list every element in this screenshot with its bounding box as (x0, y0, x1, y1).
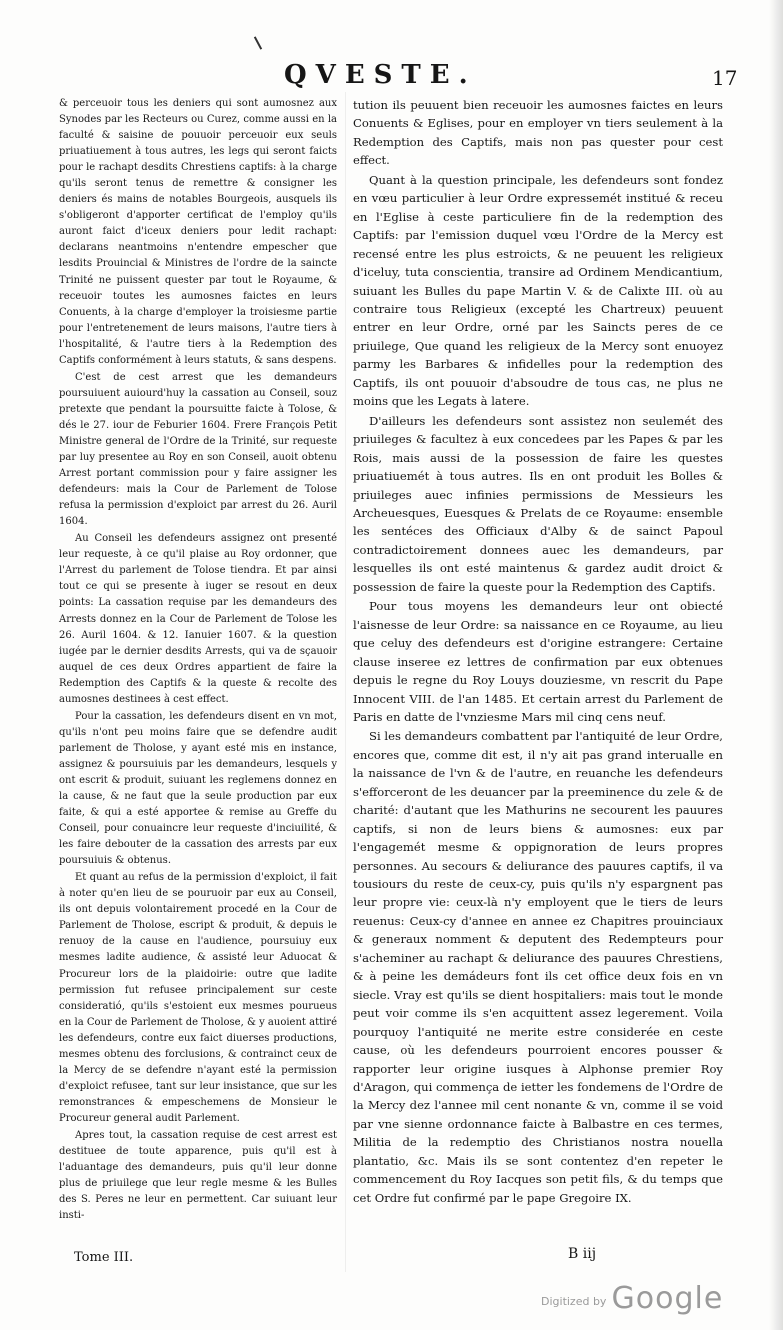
right-paragraph-2: Quant à la question principale, les defendeurs sont fondez en vœu particulier à leur Ordre expressemét institué & receu en l'Eglise à ceste particuliere fin de la redemption des Captifs: par l'emission duquel vœu l'Ordre de la Mercy est recensé entre les plus estroicts, & ne peuuent les religieux d'iceluy, tuta conscientia, transire ad Ordinem Mendicantium, suiuant les Bulles du pape Martin V. & de Calixte III. où au contraire tous Religieux (excepté les Chartreux) peuuent entrer en leur Ordre, orné par les Saincts peres de ce priuilege, Que quand les religieux de la Mercy sont enuoyez parmy les Barbares & infidelles pour la redemption des Captifs, ils ont pouuoir d'absoudre de tous cas, ne plus ne moins que les Legats à latere. (353, 172, 723, 409)
digitized-watermark (541, 1281, 723, 1316)
left-paragraph-1: & perceuoir tous les deniers qui sont aumosnez aux Synodes par les Recteurs ou Curez, comme aussi en la faculté & saisine de pouuoir perceuoir eux seuls priuatiuement à tous autres, les legs qui seront faicts pour le rachapt desdits Chrestiens captifs: à la charge qu'ils seront tenus de remettre & consigner les deniers és mains de notables Bourgeois, ausquels ils s'obligeront d'apporter certificat de l'employ qu'ils auront faict d'iceux deniers pour ledit rachapt: declarans neantmoins n'entendre empescher que lesdits Prouincial & Ministres de l'ordre de la saincte Trinité ne puissent quester par tout le Royaume, & receuoir toutes les aumosnes faictes en leurs Conuents, à la charge d'employer la troisiesme partie pour l'entretenement de leurs maisons, l'autre tiers à l'hospitalité, & l'autre tiers à la Redemption des Captifs conformément à leurs statuts, & sans despens. (59, 98, 337, 366)
right-column (353, 96, 723, 1207)
left-column (59, 96, 337, 1224)
left-paragraph-2: C'est de cest arrest que les demandeurs poursuiuent auiourd'huy la cassation au Conseil, souz pretexte que pendant la poursuitte faicte à Tolose, & dés le 27. iour de Feburier 1604. Frere François Petit Ministre general de l'Ordre de la Trinité, sur requeste par luy presentee au Roy en son Conseil, auoit obtenu Arrest portant commission pour y faire assigner les defendeurs: mais la Cour de Parlement de Tolose refusa la permission d'exploict par arrest du 26. Auril 1604. (59, 371, 337, 528)
right-paragraph-1: tution ils peuuent bien receuoir les aumosnes faictes en leurs Conuents & Eglises, pour en employer vn tiers seulement à la Redemption des Captifs, mais non pas quester pour cest effect. (353, 98, 723, 168)
digitized-prefix: Digitized by (541, 1295, 607, 1308)
left-paragraph-3: Au Conseil les defendeurs assignez ont presenté leur requeste, à ce qu'il plaise au Roy ordonner, que l'Arrest du parlement de Tolose tiendra. Et par ainsi tout ce qui se presente à iuger se resout en deux points: La cassation requise par les demandeurs des Arrests donnez en la Cour de Parlement de Tolose les 26. Auril 1604. & 12. Ianuier 1607. & la question iugée par le dernier desdits Arrests, qui va de sçauoir auquel de ces deux Ordres appartient de faire la Redemption des Captifs & la queste & recolte des aumosnes destinees à cest effect. (59, 533, 337, 705)
left-paragraph-6: Apres tout, la cassation requise de cest arrest est destituee de toute apparence, puis qu'il est à l'aduantage des demandeurs, puis qu'il leur donne plus de priuilege que leur regle mesme & les Bulles des S. Peres ne leur en permettent. Car suiuant leur insti- (59, 1130, 337, 1222)
right-paragraph-5: Si les demandeurs combattent par l'antiquité de leur Ordre, encores que, comme dit est, il n'y ait pas grand interualle en la naissance de l'vn & de l'autre, en reuanche les defendeurs s'efforceront de les deuancer par la preeminence du zele & de charité: d'autant que les Mathurins ne secourent les pauures captifs, si non de leurs biens & aumosnes: eux par l'engagemét mesme & oppignoration de leurs propres personnes. Au secours & deliurance des pauures captifs, il va tousiours du reste de ceux-cy, puis qu'ils n'y espargnent pas leur propre vie: ceux-là n'y employent que le tiers de leurs reuenus: Ceux-cy d'annee en annee ez Chapitres prouinciaux & generaux nomment & deputent des Redempteurs pour s'acheminer au rachapt & deliurance des pauures Chrestiens, & à peine les demádeurs font ils cet office deux fois en vn siecle. Vray est qu'ils se dient hospitaliers: mais tout le monde peut voir comme ils s'en acquittent assez legerement. Voila pourquoy l'antiquité ne merite estre considerée en ceste cause, où les defendeurs pourroient encores pousser & rapporter leur origine iusques à Alphonse premier Roy d'Aragon, qui commença de ietter les fondemens de l'Ordre de la Mercy dez l'annee mil cent nonante & vn, comme il se void par vne sienne ordonnance faicte à Balbastre en ces termes, Militia de la redemptio des Christianos nostra nouella plantatio, &c. Mais ils se sont contentez d'en repeter le commencement du Roy Iacques son petit fils, & du temps que cet Ordre fut confirmé par le pape Gregoire IX. (353, 729, 723, 1205)
running-head: QVESTE. (284, 60, 477, 90)
signature-mark: B iij (568, 1246, 597, 1262)
page-number: 17 (712, 66, 738, 90)
volume-label: Tome III. (74, 1250, 134, 1265)
right-paragraph-4: Pour tous moyens les demandeurs leur ont obiecté l'aisnesse de leur Ordre: sa naissance en ce Royaume, au lieu que celuy des defendeurs est d'origine estrangere: Certaine clause inseree ez lettres de confirmation par eux obtenues depuis le regne du Roy Louys douziesme, vn rescrit du Pape Innocent VIII. de l'an 1485. Et certain arrest du Parlement de Paris en datte de l'vnziesme Mars mil cinq cens neuf. (353, 599, 723, 724)
google-logo: Google (611, 1281, 724, 1316)
left-paragraph-4: Pour la cassation, les defendeurs disent en vn mot, qu'ils n'ont peu moins faire que se defendre audit parlement de Tholose, y ayant esté mis en instance, assignez & poursuiuis par les demandeurs, lesquels y ont escrit & produit, suiuant les reglemens donnez en la cause, & ne faut que la seule production par eux faite, & qui a esté apportee & remise au Greffe du Conseil, pour conuaincre leur requeste d'inciuilité, & les faire debouter de la cassation des arrests par eux poursuiuis & obtenus. (59, 710, 337, 867)
column-gutter (345, 92, 346, 1272)
left-paragraph-5: Et quant au refus de la permission d'exploict, il fait à noter qu'en lieu de se pouruoir par eux au Conseil, ils ont depuis volontairement procedé en la Cour de Parlement de Tholose, escript & produit, & depuis le renuoy de la cause en l'audience, poursuiuy eux mesmes ladite audience, & assisté leur Aduocat & Procureur lors de la plaidoirie: outre que ladite permission fut refusee principalement sur ceste consideratió, qu'ils s'estoient eux mesmes pourueus en la Cour de Parlement de Tholose, & y auoient attiré les defendeurs, contre eux faict diuerses productions, mesmes obtenu des forclusions, & contrainct ceux de la Mercy de se defendre n'ayant esté la permission d'exploict refusee, tant sur leur insistance, que sur les remonstrances & empeschemens de Monsieur le Procureur general audit Parlement. (59, 872, 337, 1124)
ink-mark (254, 36, 262, 49)
right-paragraph-3: D'ailleurs les defendeurs sont assistez non seulemét des priuileges & facultez à eux concedees par les Papes & par les Rois, mais aussi de la possession de faire les questes priuatiuemét à tous autres. Ils en ont produit les Bolles & priuileges auec infinies permissions de Messieurs les Archeuesques, Euesques & Prelats de ce Royaume: ensemble les sentéces des Officiaux d'Alby & de sainct Papoul contradictoirement donnees auec les demandeurs, par lesquelles ils ont esté maintenus & gardez audit droict & possession de faire la queste pour la Redemption des Captifs. (353, 413, 723, 594)
page-edge-shadow (769, 0, 783, 1330)
